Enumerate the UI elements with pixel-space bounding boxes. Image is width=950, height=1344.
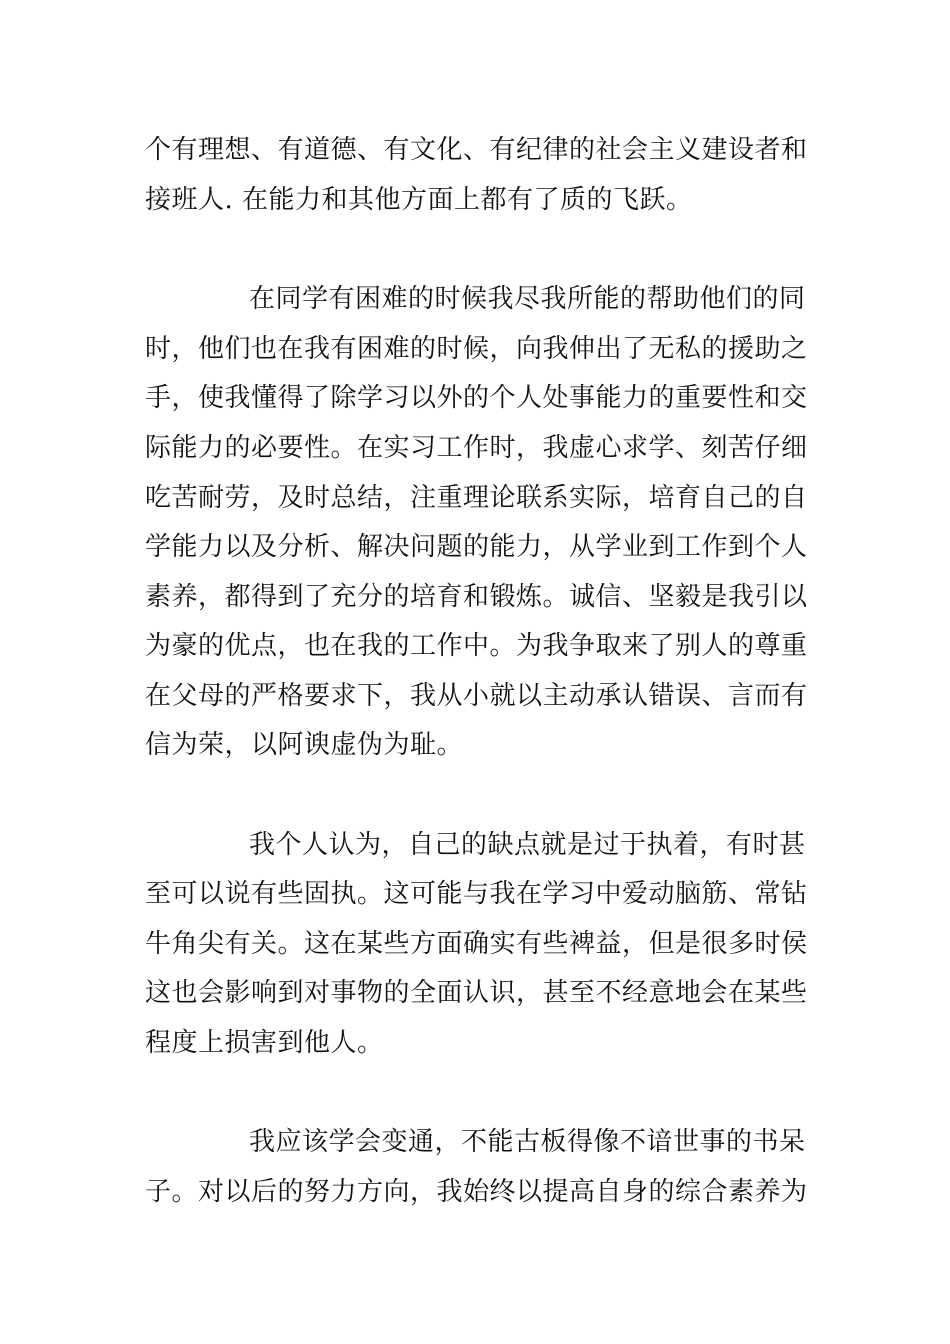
text-line: 个有理想、有道德、有文化、有纪律的社会主义建设者和 (145, 135, 808, 165)
text-line: 至可以说有些固执。这可能与我在学习中爱动脑筋、常钻 (145, 879, 808, 909)
text-line: 际能力的必要性。在实习工作时，我虚心求学、刻苦仔细 (145, 433, 808, 463)
text-line: 学能力以及分析、解决问题的能力，从学业到工作到个人 (145, 532, 808, 562)
text-line: 为豪的优点，也在我的工作中。为我争取来了别人的尊重 (145, 631, 808, 661)
text-line: 在同学有困难的时候我尽我所能的帮助他们的同 (249, 284, 806, 314)
text-line: 手，使我懂得了除学习以外的个人处事能力的重要性和交 (145, 383, 808, 413)
text-line: 这也会影响到对事物的全面认识，甚至不经意地会在某些 (145, 978, 808, 1008)
text-line: 我个人认为，自己的缺点就是过于执着，有时甚 (249, 830, 806, 860)
text-line: 素养，都得到了充分的培育和锻炼。诚信、坚毅是我引以 (145, 582, 808, 612)
text-line: 子。对以后的努力方向，我始终以提高自身的综合素养为 (145, 1177, 808, 1207)
text-line: 时，他们也在我有困难的时候，向我伸出了无私的援助之 (145, 334, 808, 364)
text-line: 程度上损害到他人。 (145, 1028, 384, 1058)
text-line: 我应该学会变通，不能古板得像不谙世事的书呆 (249, 1127, 806, 1157)
text-line: 吃苦耐劳，及时总结，注重理论联系实际，培育自己的自 (145, 483, 808, 513)
text-line: 牛角尖有关。这在某些方面确实有些裨益，但是很多时侯 (145, 929, 808, 959)
text-line: 接班人. 在能力和其他方面上都有了质的飞跃。 (145, 185, 693, 215)
text-line: 信为荣，以阿谀虚伪为耻。 (145, 730, 464, 760)
text-line: 在父母的严格要求下，我从小就以主动承认错误、言而有 (145, 681, 808, 711)
